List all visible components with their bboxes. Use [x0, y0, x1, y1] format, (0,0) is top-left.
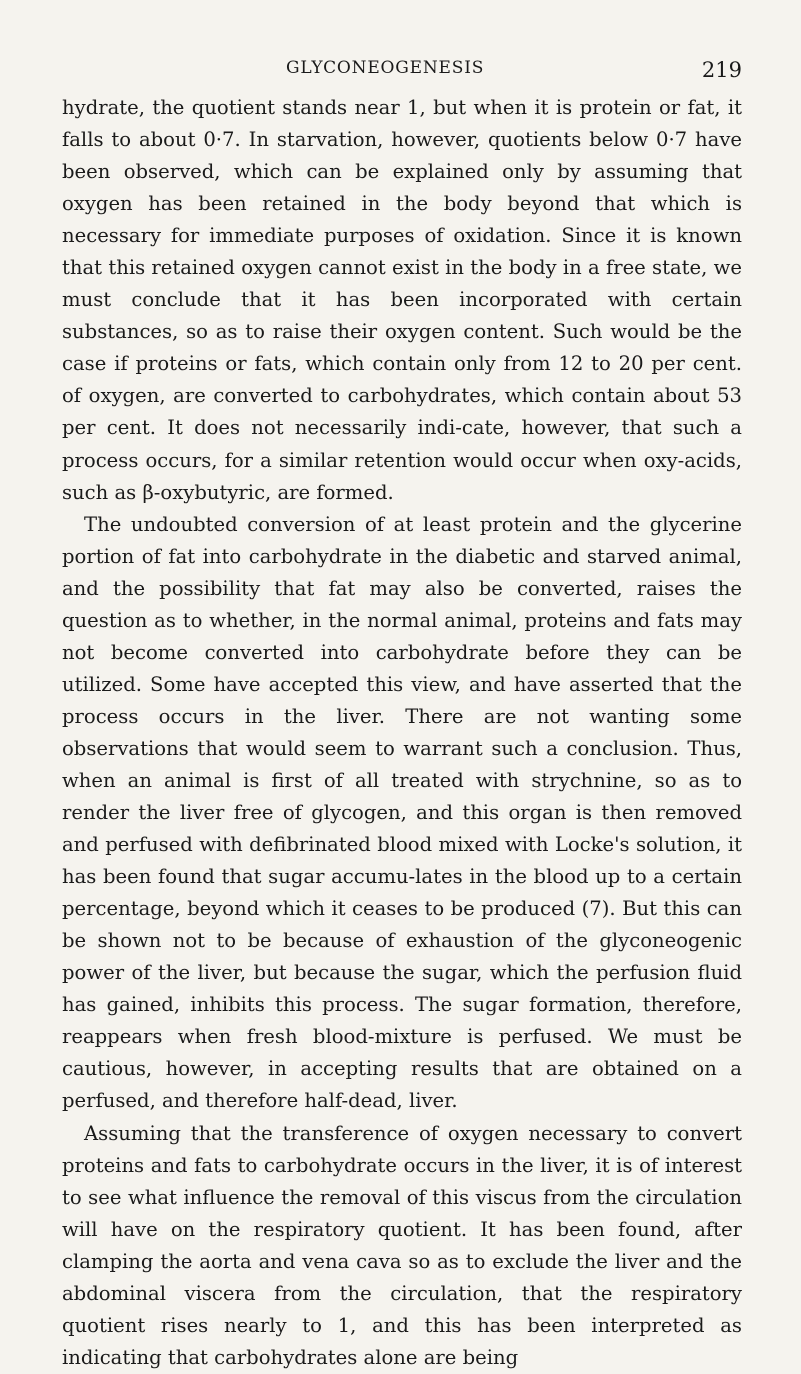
paragraph-liver-removal: Assuming that the transference of oxygen necessary to convert proteins and fats to carbohydrate occurs in the liver, it is of interest to see what influence the removal of this viscus from the circulation will have on the respiratory quotient. It has been found, after clamping the aorta and vena cava so as to exclude the liver and the abdominal viscera from the circulation, that the respiratory quotient rises nearly to 1, and this has been interpreted as indicating that carbohydrates alone are being — [62, 1121, 742, 1369]
page-number: 219 — [701, 58, 742, 82]
body-text — [62, 92, 742, 1374]
running-title: GLYCONEOGENESIS — [286, 58, 485, 78]
running-head — [62, 58, 742, 86]
book-page — [62, 58, 742, 1374]
paragraph-continued: hydrate, the quotient stands near 1, but when it is protein or fat, it falls to about 0·7. In starvation, however, quotients below 0·7 have been observed, which can be explained only by assuming that oxygen has been retained in the body beyond that which is necessary for immediate purposes of oxidation. Since it is known that this retained oxygen cannot exist in the body in a free state, we must conclude that it has been incorporated with certain substances, so as to raise their oxygen content. Such would be the case if proteins or fats, which contain only from 12 to 20 per cent. of oxygen, are converted to carbohydrates, which contain about 53 per cent. It does not necessarily indi-cate, however, that such a process occurs, for a similar retention would occur when oxy-acids, such as β-oxybutyric, are formed. — [62, 96, 742, 504]
paragraph-conversion: The undoubted conversion of at least protein and the glycerine portion of fat into carbohydrate in the diabetic and starved animal, and the possibility that fat may also be converted, raises the question as to whether, in the normal animal, proteins and fats may not become converted into carbohydrate before they can be utilized. Some have accepted this view, and have asserted that the process occurs in the liver. There are not wanting some observations that would seem to warrant such a conclusion. Thus, when an animal is first of all treated with strychnine, so as to render the liver free of glycogen, and this organ is then removed and perfused with defibrinated blood mixed with Locke's solution, it has been found that sugar accumu-lates in the blood up to a certain percentage, beyond which it ceases to be produced (7). But this can be shown not to be because of exhaustion of the glyconeogenic power of the liver, but because the sugar, which the perfusion fluid has gained, inhibits this process. The sugar formation, therefore, reappears when fresh blood-mixture is perfused. We must be cautious, however, in accepting results that are obtained on a perfused, and therefore half-dead, liver. — [62, 512, 742, 1113]
